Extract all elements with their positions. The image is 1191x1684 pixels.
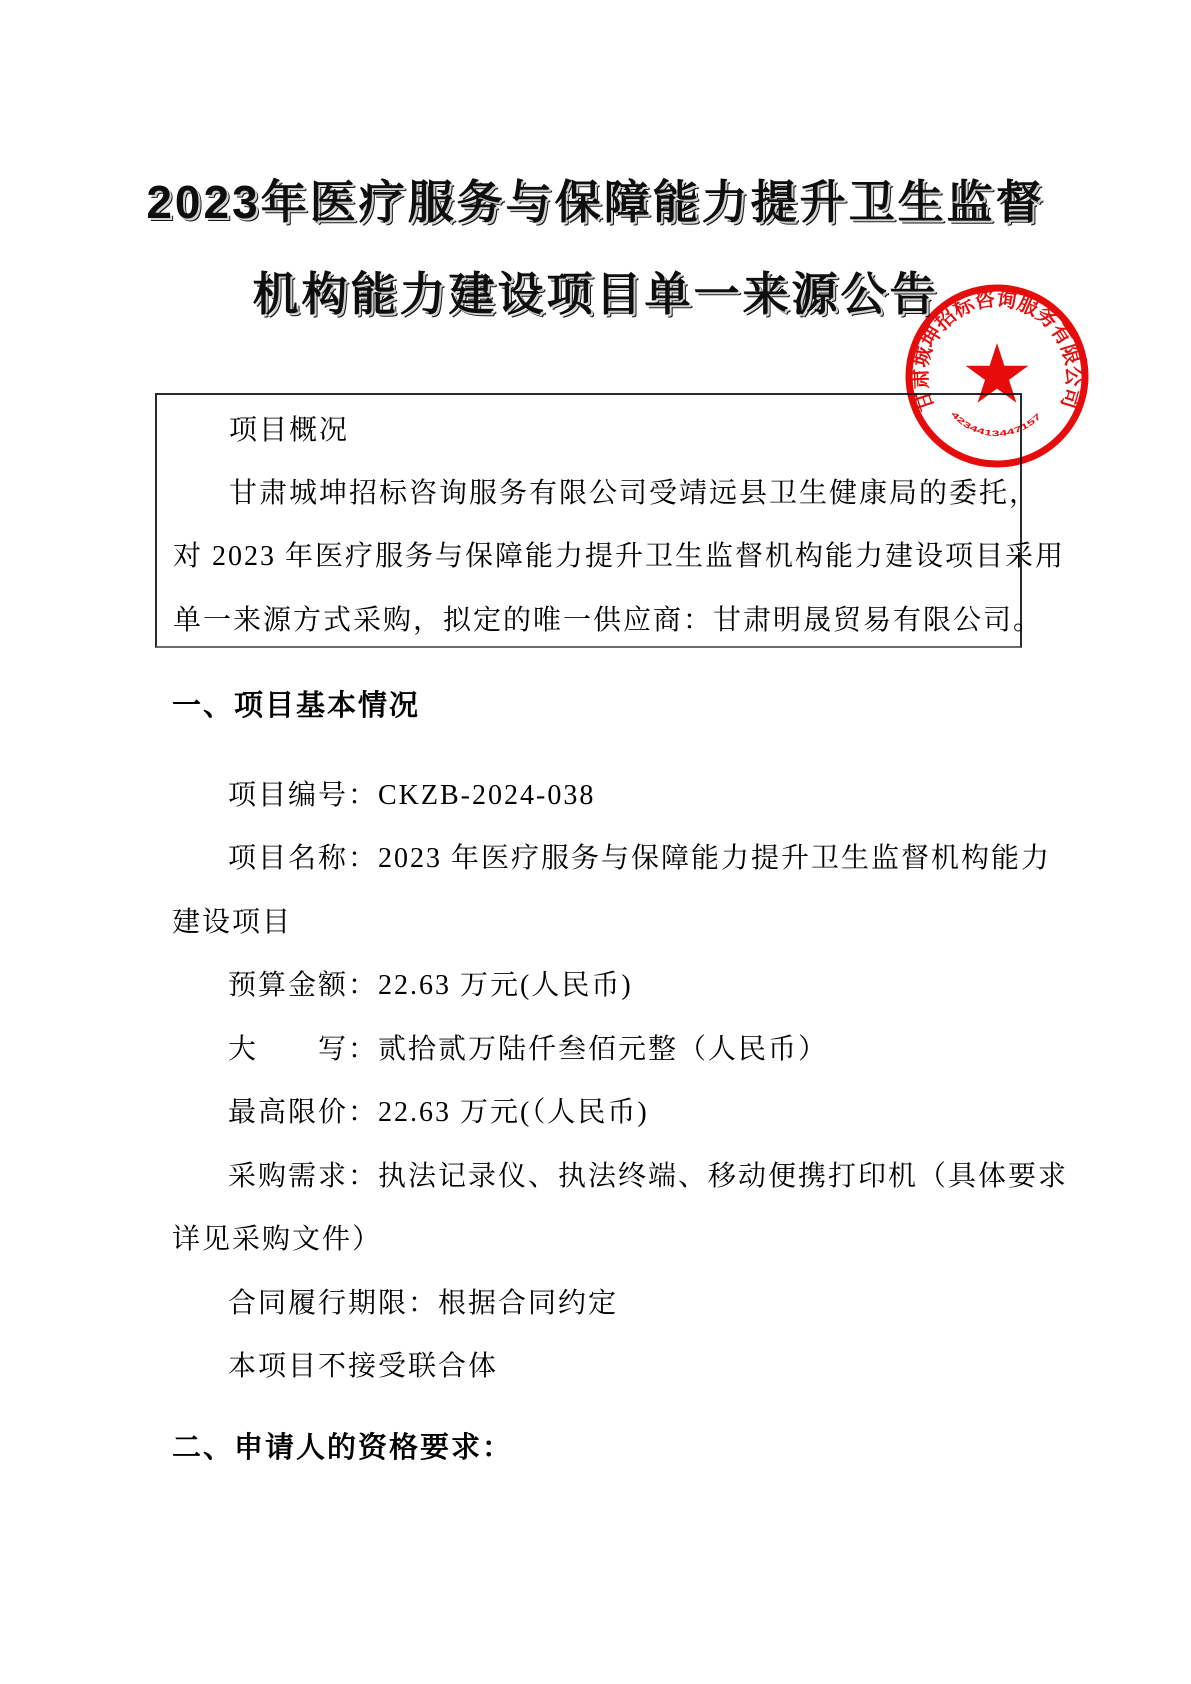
budget-amount-line: 预算金额：22.63 万元(人民币) [228,970,633,1001]
overview-paragraph-line: 对 2023 年医疗服务与保障能力提升卫生监督机构能力建设项目采用 [173,541,1066,573]
project-number-line: 项目编号：CKZB-2024-038 [228,779,596,811]
contract-period-line: 合同履行期限：根据合同约定 [228,1287,619,1319]
section-heading-applicant-qualification: 二、申请人的资格要求： [172,1431,514,1464]
overview-paragraph-line: 甘肃城坤招标咨询服务有限公司受靖远县卫生健康局的委托， [229,478,1040,510]
no-consortium-line: 本项目不接受联合体 [228,1351,499,1382]
procurement-demand-continuation-line: 详见采购文件） [172,1224,383,1255]
document-body [172,675,1172,1480]
project-overview-box [155,393,1066,648]
project-name-line: 项目名称：2023 年医疗服务与保障能力提升卫生监督机构能力 [228,843,1052,874]
project-name-continuation-line: 建设项目 [172,906,293,938]
overview-heading: 项目概况 [229,415,350,446]
amount-in-words-line: 大 写：贰拾贰万陆仟叁佰元整（人民币） [228,1033,829,1065]
seal-code: 4234413447157 [949,409,1041,439]
section-heading-basic-info: 一、项目基本情况 [172,690,421,722]
seal-company-name: 甘肃城坤招标咨询服务有限公司 [908,287,1086,415]
max-price-line: 最高限价：22.63 万元(（人民币) [228,1097,649,1128]
document-title-line1: 2023年医疗服务与保障能力提升卫生监督 [146,176,1045,228]
document-title-line2: 机构能力建设项目单一来源公告 [252,268,939,320]
overview-paragraph-line: 单一来源方式采购，拟定的唯一供应商：甘肃明晟贸易有限公司。 [173,604,1044,636]
procurement-demand-line: 采购需求：执法记录仪、执法终端、移动便携打印机（具体要求 [228,1160,1069,1192]
